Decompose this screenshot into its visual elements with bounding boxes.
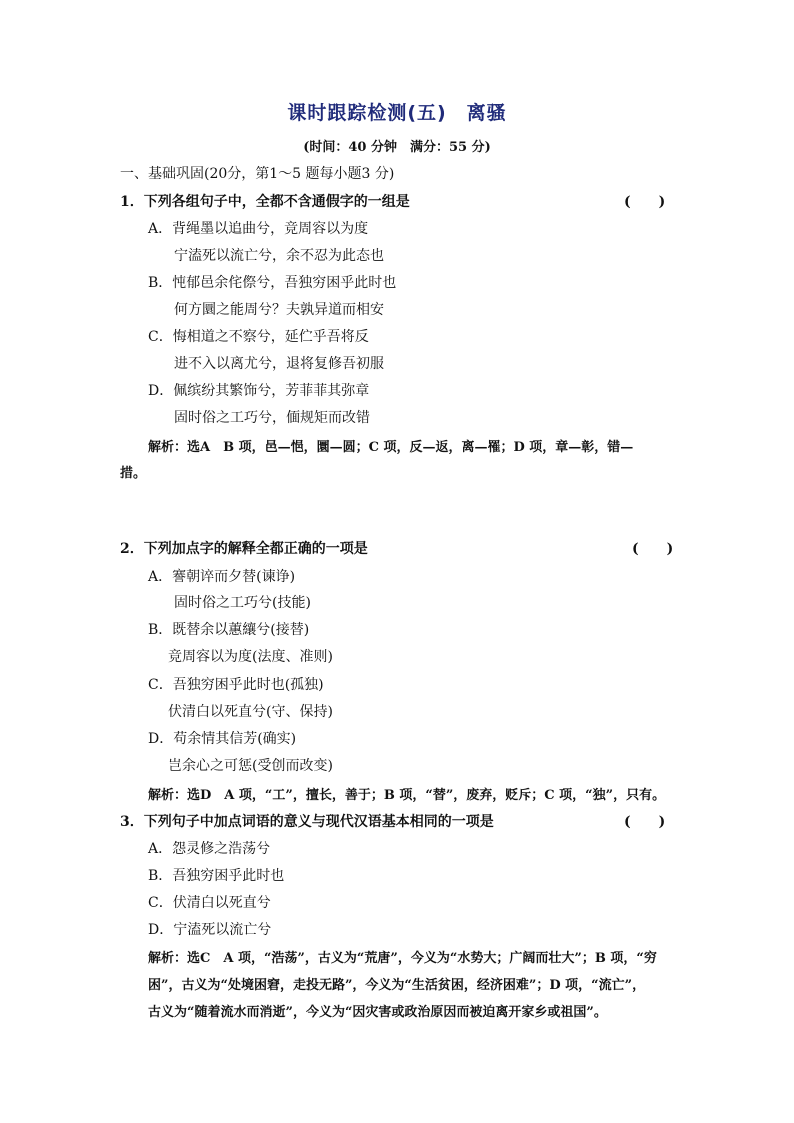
q3-option-d: D．宁溘死以流亡兮 (148, 922, 272, 938)
q2-option-c-line2: 伏清白以死直兮(守、保持) (168, 704, 333, 720)
question-2-stem: 2．下列加点字的解释全都正确的一项是 (120, 541, 368, 557)
q2-option-a: A．謇朝谇而夕替(谏诤) (148, 569, 296, 585)
q1-option-d-line2: 固时俗之工巧兮，偭规矩而改错 (174, 410, 370, 426)
exam-info: (时间：40 分钟 满分：55 分) (303, 140, 491, 155)
q2-option-d: D．苟余情其信芳(确实) (148, 731, 297, 747)
q2-explanation: 解析：选D A 项，“工”，擅长，善于；B 项，“替”，废弃，贬斥；C 项，“独”，只有。 (148, 788, 666, 803)
question-1-stem: 1．下列各组句子中，全都不含通假字的一组是 (120, 194, 410, 210)
q2-option-b: B．既替余以蕙纕兮(接替) (148, 622, 310, 638)
q2-option-b-line2: 竞周容以为度(法度、准则) (168, 649, 333, 665)
q1-explanation-line2: 措。 (120, 466, 147, 481)
q2-option-a-line2: 固时俗之工巧兮(技能) (174, 595, 311, 611)
section-heading: 一、基础巩固(20分，第1～5 题每小题3 分) (120, 166, 395, 182)
question-3-answer-blank: ( ) (624, 814, 666, 830)
question-3-stem: 3．下列句子中加点词语的意义与现代汉语基本相同的一项是 (120, 814, 494, 830)
q3-option-b: B．吾独穷困乎此时也 (148, 868, 285, 884)
q3-option-a: A．怨灵修之浩荡兮 (148, 841, 271, 857)
q1-option-c: C．悔相道之不察兮，延伫乎吾将反 (148, 329, 369, 345)
q3-explanation-line3: 古义为“随着流水而消逝”，今义为“因灾害或政治原因而被迫离开家乡或祖国”。 (148, 1005, 607, 1020)
q1-option-a: A．背绳墨以追曲兮，竞周容以为度 (148, 221, 369, 237)
question-2-answer-blank: ( ) (632, 541, 674, 557)
q3-explanation: 解析：选C A 项，“浩荡”，古义为“荒唐”，今义为“水势大；广阔而壮大”；B 项，“穷 (148, 951, 657, 966)
question-1-answer-blank: ( ) (624, 194, 666, 210)
q3-explanation-line2: 困”，古义为“处境困窘，走投无路”，今义为“生活贫困，经济困难”；D 项，“流亡”， (148, 978, 646, 993)
q1-option-b-line2: 何方圜之能周兮？夫孰异道而相安 (174, 302, 384, 318)
q1-explanation: 解析：选A B 项，邑—悒，圜—圆；C 项，反—返，离—罹；D 项，章—彰，错— (148, 440, 634, 455)
page-title: 课时跟踪检测(五) 离骚 (287, 102, 507, 124)
q2-option-d-line2: 岂余心之可惩(受创而改变) (168, 758, 333, 774)
q1-option-c-line2: 进不入以离尤兮，退将复修吾初服 (174, 356, 384, 372)
q1-option-d: D．佩缤纷其繁饰兮，芳菲菲其弥章 (148, 383, 370, 399)
q2-option-c: C．吾独穷困乎此时也(孤独) (148, 677, 324, 693)
q3-option-c: C．伏清白以死直兮 (148, 895, 271, 911)
q1-option-a-line2: 宁溘死以流亡兮，余不忍为此态也 (174, 248, 384, 264)
q1-option-b: B．忳郁邑余侘傺兮，吾独穷困乎此时也 (148, 275, 397, 291)
